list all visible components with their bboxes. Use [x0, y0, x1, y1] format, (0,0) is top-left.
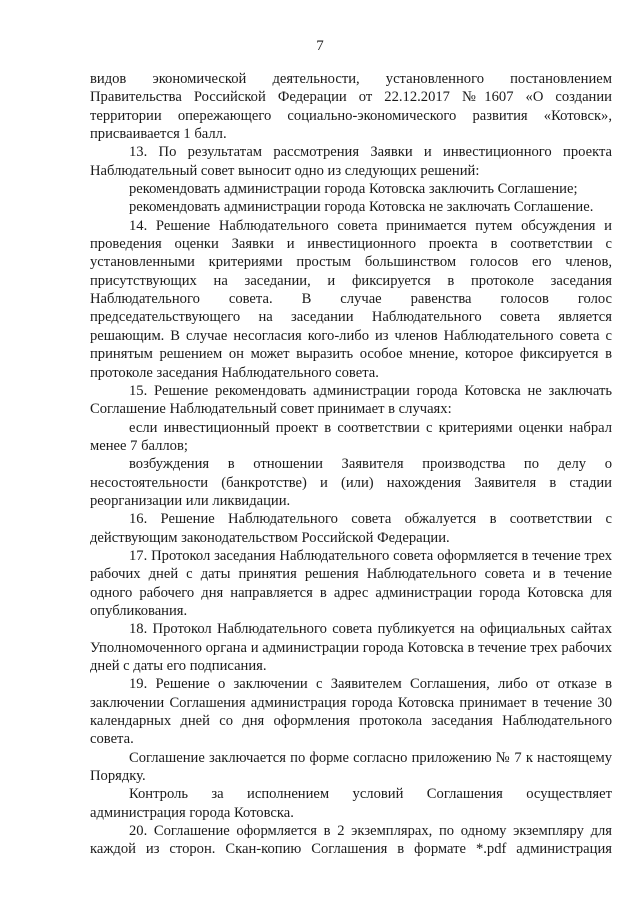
- paragraph-19: 19. Решение о заключении с Заявителем Соглашения, либо от отказе в заключении Соглашения администрация города Котовска принимает в течение 30 календарных дней со дня оформления протокола заседания Наблюдательного совета.: [90, 676, 612, 748]
- paragraph-15: 15. Решение рекомендовать администрации города Котовска не заключать Соглашение Наблюдательный совет принимает в случаях:: [90, 382, 612, 418]
- paragraph-15-case-2: возбуждения в отношении Заявителя производства по делу о несостоятельности (банкротстве) и (или) нахождения Заявителя в стадии реорганизации или ликвидации.: [90, 456, 612, 509]
- paragraph-17: 17. Протокол заседания Наблюдательного совета оформляется в течение трех рабочих дней с даты принятия решения Наблюдательного совета и в течение одного рабочего дня направляется в адрес администрации города Котовска для опубликования.: [90, 547, 612, 619]
- paragraph-16: 16. Решение Наблюдательного совета обжалуется в соответствии с действующим законодательством Российской Федерации.: [90, 511, 612, 546]
- paragraph-13-option-2: рекомендовать администрации города Котовска не заключать Соглашение.: [129, 199, 594, 216]
- paragraph-19-agreement-form: Соглашение заключается по форме согласно приложению № 7 к настоящему Порядку.: [90, 749, 612, 785]
- document-body: [90, 70, 612, 859]
- paragraph-19-control: Контроль за исполнением условий Соглашения осуществляет администрация города Котовска.: [90, 786, 612, 821]
- page-number: 7: [316, 38, 324, 54]
- paragraph-14: 14. Решение Наблюдательного совета принимается путем обсуждения и проведения оценки Заявки и инвестиционного проекта в соответствии с установленными критериями простым большинством голосов его членов, присутствующих на заседании, и фиксируется в протоколе заседания Наблюдательного совета. В случае равенства голосов голос председательствующего на заседании Наблюдательного совета является решающим. В случае несогласия кого-либо из членов Наблюдательного совета с принятым решением он может выразить особое мнение, которое фиксируется в протоколе заседания Наблюдательного совета.: [90, 217, 612, 381]
- paragraph-18: 18. Протокол Наблюдательного совета публикуется на официальных сайтах Уполномоченного органа и администрации города Котовска в течение трех рабочих дней с даты его подписания.: [90, 621, 612, 674]
- paragraph-continued: видов экономической деятельности, установленного постановлением Правительства Российской Федерации от 22.12.2017 №1607 «О создании территории опережающего социально-экономического развития «Котовск», присваивается 1 балл.: [90, 71, 612, 143]
- paragraph-13: 13. По результатам рассмотрения Заявки и инвестиционного проекта Наблюдательный совет выносит одно из следующих решений:: [90, 144, 612, 179]
- paragraph-15-case-1: если инвестиционный проект в соответствии с критериями оценки набрал менее 7 баллов;: [90, 419, 612, 454]
- paragraph-20: 20. Соглашение оформляется в 2 экземплярах, по одному экземпляру для каждой из сторон. Скан-копию Соглашения в формате *.pdf администрация: [90, 823, 612, 858]
- paragraph-13-option-1: рекомендовать администрации города Котовска заключить Соглашение;: [129, 181, 578, 198]
